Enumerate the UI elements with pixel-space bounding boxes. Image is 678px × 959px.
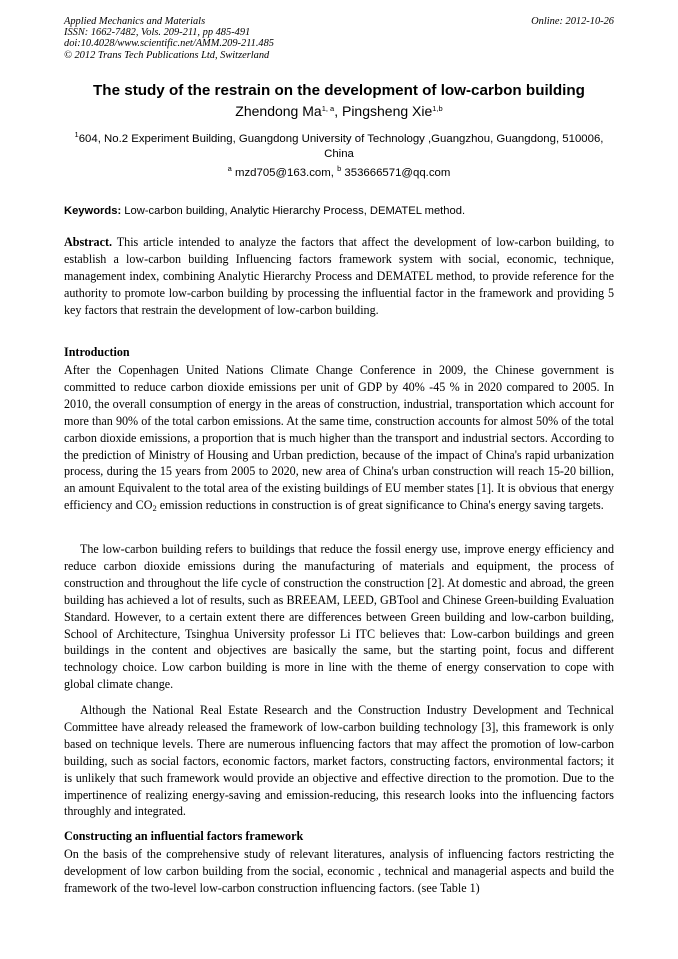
author-affiliation-mark: 1, a (321, 104, 335, 113)
intro-paragraph-1 (64, 362, 614, 514)
author-name: Pingsheng Xie (341, 103, 433, 119)
journal-name: Applied Mechanics and Materials (64, 16, 206, 27)
intro-p1-text: After the Copenhagen United Nations Climate Change Conference in 2009, the Chinese government is committed to reduce carbon dioxide emissions per unit of GDP by 40% -45 % in 2020 compared to 2005. In 2010, the overall consumption of energy in the areas of construction, industrial, transportation which account for more than 90% of the total carbon emissions. At the same time, construction accounts for almost 50% of the total carbon dioxide emissions, a proportion that is much higher than the transport and industrial sectors. According to the prediction of Ministry of Housing and Urban prediction, because of the impact of China's rapid urbanization process, during the 15 years from 2005 to 2020, new area of China's urban construction will reach 15-20 billion, an amount Equivalent to the total area of the existing buildings of EU member states [1]. It is obvious that energy efficiency and CO (64, 363, 614, 513)
section-heading-introduction: Introduction (64, 345, 130, 359)
author-separator: , (334, 103, 342, 119)
online-date: Online: 2012-10-26 (531, 16, 614, 27)
email-address: 353666571@qq.com (341, 167, 451, 179)
journal-copyright: © 2012 Trans Tech Publications Ltd, Switzerland (64, 49, 270, 61)
abstract-label: Abstract. (64, 235, 113, 249)
author-name: Zhendong Ma (235, 103, 322, 119)
email-address: mzd705@163.com, (231, 167, 338, 179)
intro-paragraph-2: The low-carbon building refers to buildings that reduce the fossil energy use, improve energy efficiency and reduce carbon dioxide emissions during the manufacturing of materials and equipment, the process of construction and throughout the life cycle of construction the construction [2]. At domestic and abroad, the green building has achieved a lot of results, such as BREEAM, LEED, GBTool and Chinese Green-building Evaluation Standard. However, to a certain extent there are differences between Green building and low-carbon building, School of Architecture, Tsinghua University professor Li ITC believes that: Low-carbon buildings and green buildings in the content and objectives are basically the same, but the starting point, focus and different technology choice. Low carbon building is more in line with the theme of energy conservation to cope with global climate change. (64, 542, 614, 692)
intro-p1-text-end: emission reductions in construction is of great significance to China's energy saving targets. (156, 498, 604, 513)
email-mark: a (227, 164, 232, 173)
section-heading-framework: Constructing an influential factors framework (64, 829, 304, 843)
affiliation (64, 132, 614, 162)
subscript: 2 (152, 503, 157, 514)
email-line (64, 164, 614, 179)
journal-doi: doi:10.4028/www.scientific.net/AMM.209-211.485 (64, 38, 274, 50)
journal-issn: ISSN: 1662-7482, Vols. 209-211, pp 485-491 (64, 27, 251, 39)
paper-title: The study of the restrain on the development of low-carbon building (93, 82, 585, 99)
framework-paragraph-1: On the basis of the comprehensive study of relevant literatures, analysis of influencing factors restricting the development of low carbon building from the social, economic , technical and managerial aspects and build the framework of the two-level low-carbon construction influencing factors. (see Table 1) (64, 847, 614, 895)
intro-paragraph-3: Although the National Real Estate Research and the Construction Industry Development and Technical Committee have already released the framework of low-carbon building technology [3], this framework is only based on technique levels. There are numerous influencing factors that may affect the promotion of low-carbon building, such as social factors, economic factors, market factors, constructing factors, environmental factors; it is unlikely that such framework would provide an objective and effective direction to the promotion. Due to the impertinence of realizing energy-saving and emission-reducing, this research looks into the influencing factors throughly and integrated. (64, 703, 614, 819)
keywords (64, 205, 614, 217)
affiliation-text: 604, No.2 Experiment Building, Guangdong University of Technology ,Guangzhou, Guangdong, 510006, China (78, 133, 604, 160)
email-mark: b (337, 164, 342, 173)
keywords-text: Low-carbon building, Analytic Hierarchy Process, DEMATEL method. (121, 205, 466, 217)
abstract-text: This article intended to analyze the factors that affect the development of low-carbon building, to establish a low-carbon building Influencing factors framework system with social, economic, technique, management index, combining Analytic Hierarchy Process and DEMATEL method, to provide reference for the authority to promote low-carbon building by processing the influential factor in the framework and providing 5 key factors that restrain the development of low-carbon building. (64, 235, 614, 317)
keywords-label: Keywords: (64, 205, 122, 217)
author-line (40, 103, 638, 119)
abstract-paragraph (64, 234, 614, 319)
journal-header (64, 16, 614, 61)
affiliation-mark: 1 (74, 130, 79, 139)
author-affiliation-mark: 1,b (432, 104, 443, 113)
